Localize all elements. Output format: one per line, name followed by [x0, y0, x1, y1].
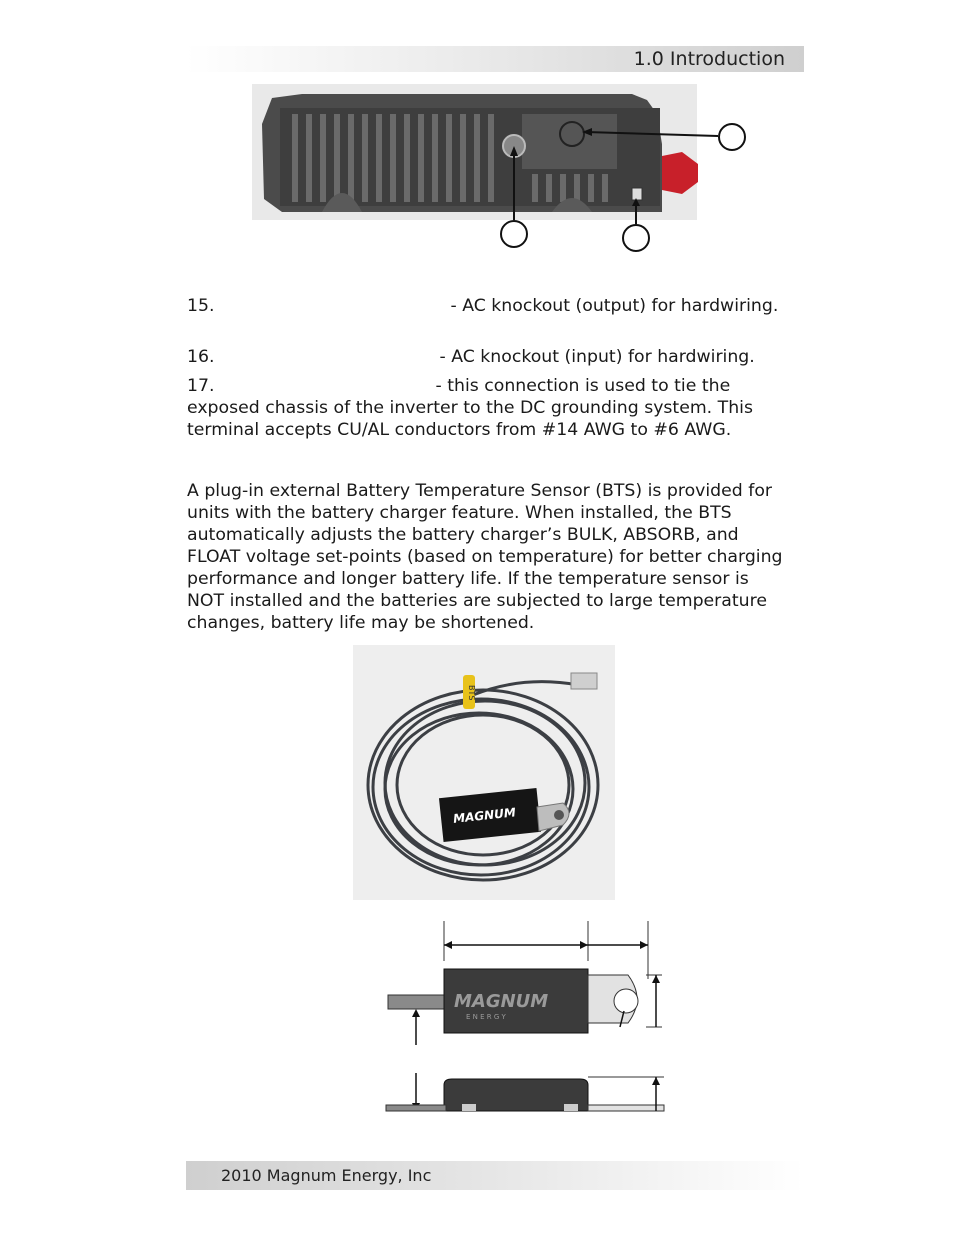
drawing-brand-logo: MAGNUM [454, 991, 549, 1012]
footer-copyright: 2010 Magnum Energy, Inc [221, 1166, 432, 1185]
inverter-side-view-image [252, 84, 752, 254]
section-title: 1.0 Introduction [633, 48, 785, 70]
item-15-number: 15. [187, 296, 215, 316]
footer-band [186, 1161, 804, 1190]
bts-tag-label: BTS [467, 685, 476, 701]
bts-brand-logo: MAGNUM [452, 805, 517, 826]
header-band [186, 46, 804, 72]
drawing-brand-subtitle: E N E R G Y [466, 1013, 506, 1021]
item-16-number: 16. [187, 347, 215, 367]
bts-sensor-photo [353, 645, 615, 900]
bts-dimension-drawing [380, 915, 670, 1115]
item-17-number: 17. [187, 376, 215, 396]
item-15-text: - AC knockout (output) for hardwiring. [450, 296, 779, 316]
bts-description-paragraph: A plug-in external Battery Temperature Sensor (BTS) is provided for units with the battery charger feature. When installed, the BTS automatically adjusts the battery charger’s BULK, ABSORB, and FLOAT voltage set-points (based on temperature) for better charging performance and longer battery life. If the temperature sensor is NOT installed and the batteries are subjected to large temperature changes, battery life may be shortened. [187, 481, 783, 633]
item-15 [187, 295, 787, 317]
item-16-text: - AC knockout (input) for hardwiring. [439, 347, 755, 367]
item-17-text: - this connection is used to tie the exposed chassis of the inverter to the DC grounding system. This terminal accepts CU/AL conductors from #14 AWG to #6 AWG. [187, 376, 753, 440]
item-17 [187, 375, 787, 441]
item-16 [187, 346, 787, 368]
